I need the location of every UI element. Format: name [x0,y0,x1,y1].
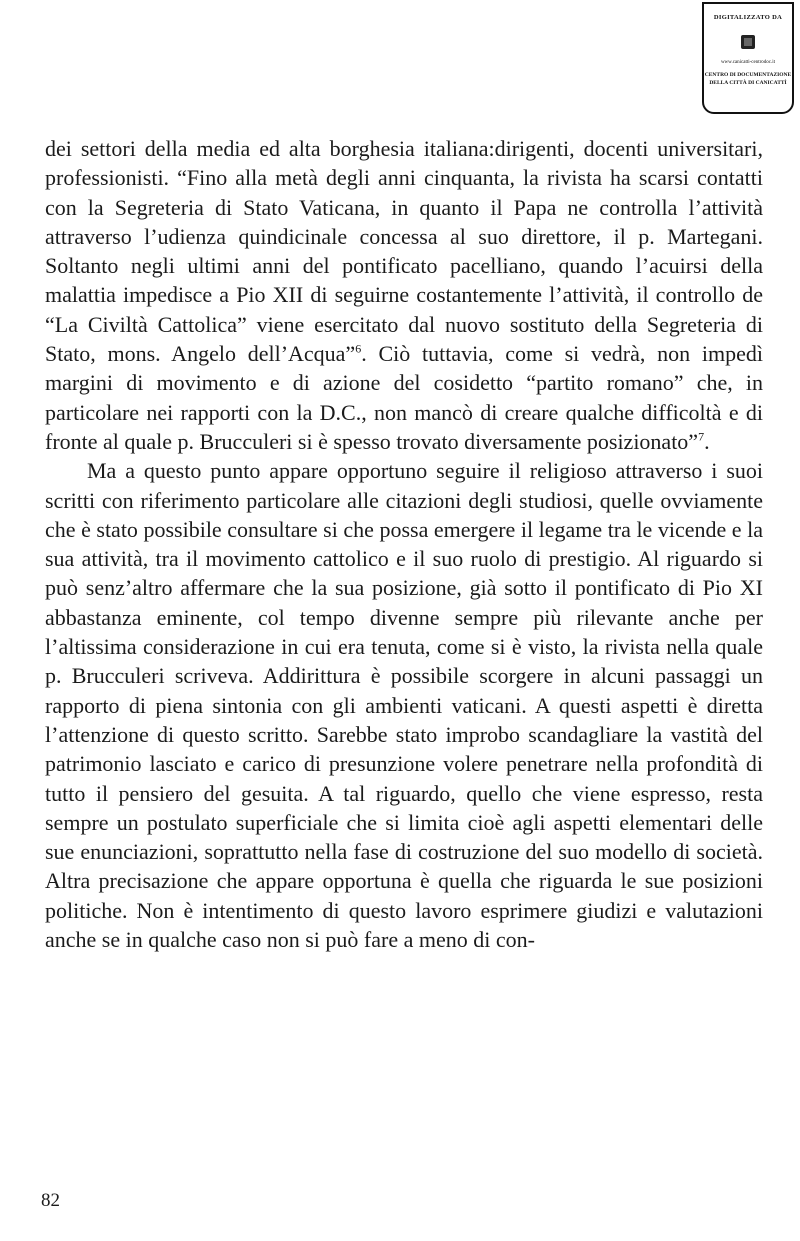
stamp-digitized-label: DIGITALIZZATO DA [713,14,783,21]
stamp-logo-icon [741,35,755,49]
paragraph-1-text-b: . Ciò tuttavia, come si vedrà, non impedì margini di movimento e di azione del cosidetto “partito romano” che, in particolare nei rapporti con la D.C., non mancò di creare qualche difficoltà e di fronte al quale p. Brucculeri si è spesso trovato diversamente posizionato” [45,341,763,454]
stamp-center-name [704,71,792,87]
stamp-url: www.canicatti-centrodoc.it [720,60,776,65]
page-number: 82 [41,1190,60,1211]
page-body [45,134,763,954]
footnote-ref-6: 6 [355,341,362,356]
paragraph-2: Ma a questo punto appare opportuno seguire il religioso attraverso i suoi scritti con riferimento particolare alle citazioni degli studiosi, quelle ovviamente che è stato possibile consultare si che possa emergere il legame tra le vicende e la sua attività, tra il movimento cattolico e il suo ruolo di prestigio. Al riguardo si può senz’altro affermare che la sua posizione, già sotto il pontificato di Pio XI abbastanza eminente, col tempo divenne sempre più rilevante anche per l’altissima considerazione in cui era tenuta, come si è visto, la rivista nella quale p. Brucculeri scriveva. Addirittura è possibile scorgere in alcuni passaggi un rapporto di piena sintonia con gli ambienti vaticani. A questi aspetti è diretta l’attenzione di questo scritto. Sarebbe stato improbo scandagliare la vastità del patrimonio lasciato e carico di presunzione volere penetrare nella profondità di tutto il pensiero del gesuita. A tal riguardo, quello che viene espresso, resta sempre un postulato superficiale che si limita cioè agli aspetti elementari delle sue enunciazioni, soprattutto nella fase di costruzione del suo modello di società. Altra precisazione che appare opportuna è quella che riguarda le sue posizioni politiche. Non è intentimento di questo lavoro esprimere giudizi e valutazioni anche se in qualche caso non si può fare a meno di con- [45,458,763,953]
stamp-center-line2: DELLA CITTÀ DI CANICATTÌ [709,80,787,86]
paragraph-1-text-a: dei settori della media ed alta borghesia italiana:dirigenti, docenti universitari, professionisti. “Fino alla metà degli anni cinquanta, la rivista ha scarsi contatti con la Segreteria di Stato Vaticana, in quanto il Papa ne controlla l’attività attraverso l’udienza quindicinale concessa al suo direttore, il p. Martegani. Soltanto negli ultimi anni del pontificato pacelliano, quando l’acuirsi della malattia impedisce a Pio XII di seguirne costantemente l’attività, il controllo de “La Civiltà Cattolica” viene esercitato dal nuovo sostituto della Segreteria di Stato, mons. Angelo dell’Acqua” [45,136,763,367]
stamp-center-line1: CENTRO DI DOCUMENTAZIONE [704,72,792,78]
paragraph-1 [45,134,763,456]
digitization-stamp [702,2,794,114]
footnote-ref-7: 7 [698,429,705,444]
paragraph-1-text-c: . [704,428,710,454]
